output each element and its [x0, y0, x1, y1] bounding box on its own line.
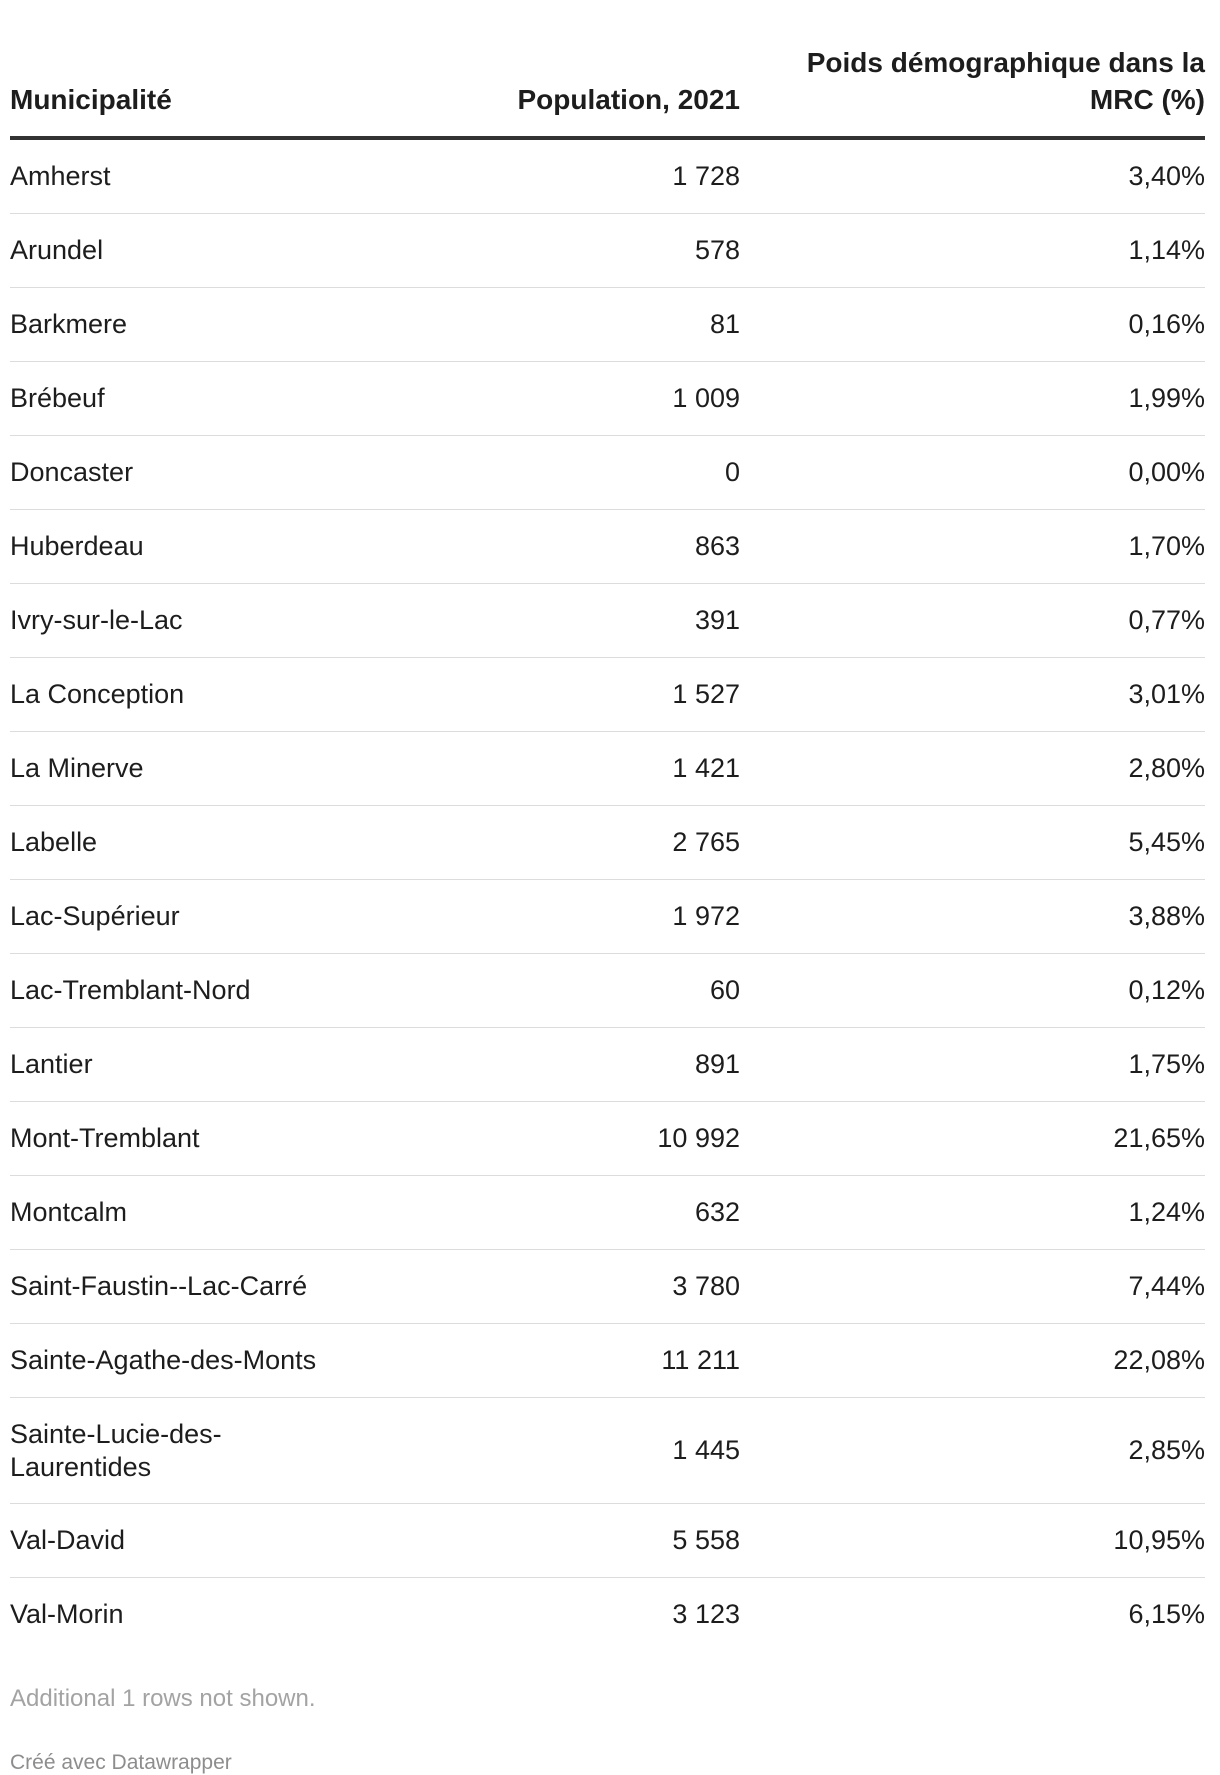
cell-municipalite: Lantier [10, 1028, 410, 1102]
cell-poids: 1,14% [740, 214, 1205, 288]
cell-poids: 3,01% [740, 658, 1205, 732]
cell-population: 81 [410, 288, 740, 362]
rows-hidden-note: Additional 1 rows not shown. [10, 1685, 316, 1712]
cell-population: 10 992 [410, 1102, 740, 1176]
table-row [10, 880, 1205, 954]
cell-population: 578 [410, 214, 740, 288]
table-row [10, 584, 1205, 658]
cell-poids: 2,85% [740, 1398, 1205, 1504]
table-row [10, 214, 1205, 288]
data-table [10, 0, 1205, 1651]
cell-municipalite: La Conception [10, 658, 410, 732]
table-row [10, 806, 1205, 880]
cell-municipalite: Barkmere [10, 288, 410, 362]
cell-poids: 1,75% [740, 1028, 1205, 1102]
cell-municipalite: Saint-Faustin--Lac-Carré [10, 1250, 410, 1324]
cell-population: 891 [410, 1028, 740, 1102]
cell-population: 60 [410, 954, 740, 1028]
cell-population: 2 765 [410, 806, 740, 880]
cell-poids: 22,08% [740, 1324, 1205, 1398]
cell-population: 1 728 [410, 138, 740, 214]
cell-municipalite: Huberdeau [10, 510, 410, 584]
table-row [10, 1028, 1205, 1102]
table-row [10, 658, 1205, 732]
cell-municipalite: Labelle [10, 806, 410, 880]
cell-poids: 3,88% [740, 880, 1205, 954]
cell-poids: 0,12% [740, 954, 1205, 1028]
cell-population: 3 780 [410, 1250, 740, 1324]
cell-municipalite: Val-Morin [10, 1599, 124, 1629]
table-row [10, 1578, 1205, 1652]
table-row [10, 362, 1205, 436]
table-row [10, 1176, 1205, 1250]
table-row [10, 1250, 1205, 1324]
header-row [10, 0, 1205, 138]
table-row [10, 1324, 1205, 1398]
cell-poids: 7,44% [740, 1250, 1205, 1324]
cell-poids: 1,99% [740, 362, 1205, 436]
cell-municipalite: Arundel [10, 214, 410, 288]
cell-population: 391 [410, 584, 740, 658]
cell-municipalite: Sainte-Agathe-des-Monts [10, 1324, 410, 1398]
cell-poids: 0,77% [740, 584, 1205, 658]
cell-poids: 3,40% [740, 138, 1205, 214]
cell-population: 1 445 [410, 1398, 740, 1504]
cell-municipalite: Lac-Supérieur [10, 880, 410, 954]
table-row [10, 138, 1205, 214]
table-row [10, 1504, 1205, 1578]
cell-population: 1 009 [410, 362, 740, 436]
cell-population: 3 123 [672, 1599, 740, 1629]
cell-municipalite: Sainte-Lucie-des-Laurentides [10, 1398, 410, 1504]
cell-poids: 5,45% [740, 806, 1205, 880]
table-row [10, 1102, 1205, 1176]
credit-line: Créé avec Datawrapper [10, 1751, 232, 1774]
cell-poids: 0,00% [740, 436, 1205, 510]
table-row [10, 436, 1205, 510]
cell-population: 1 527 [410, 658, 740, 732]
table-row [10, 510, 1205, 584]
cell-poids: 10,95% [740, 1504, 1205, 1578]
cell-population: 0 [410, 436, 740, 510]
cell-municipalite: Mont-Tremblant [10, 1102, 410, 1176]
table-container [10, 0, 1205, 1775]
cell-poids: 1,70% [740, 510, 1205, 584]
column-header-poids[interactable]: Poids démographique dans la MRC (%) [740, 0, 1205, 138]
cell-municipalite: Val-David [10, 1504, 410, 1578]
table-row [10, 732, 1205, 806]
table-row [10, 1398, 1205, 1504]
cell-municipalite: Brébeuf [10, 362, 410, 436]
cell-population: 863 [410, 510, 740, 584]
table-row [10, 288, 1205, 362]
cell-municipalite: Ivry-sur-le-Lac [10, 584, 410, 658]
column-header-population[interactable]: Population, 2021 [410, 0, 740, 138]
cell-poids: 1,24% [740, 1176, 1205, 1250]
cell-poids: 21,65% [740, 1102, 1205, 1176]
cell-population: 11 211 [410, 1324, 740, 1398]
column-header-municipalite[interactable]: Municipalité [10, 0, 410, 138]
cell-municipalite: Montcalm [10, 1176, 410, 1250]
cell-municipalite: Lac-Tremblant-Nord [10, 954, 410, 1028]
cell-population: 5 558 [410, 1504, 740, 1578]
cell-poids: 0,16% [740, 288, 1205, 362]
cell-municipalite: La Minerve [10, 732, 410, 806]
cell-municipalite: Amherst [10, 138, 410, 214]
cell-population: 1 972 [410, 880, 740, 954]
cell-poids: 2,80% [740, 732, 1205, 806]
cell-municipalite: Doncaster [10, 436, 410, 510]
cell-population: 1 421 [410, 732, 740, 806]
table-row [10, 954, 1205, 1028]
cell-poids: 6,15% [1128, 1599, 1205, 1629]
table-body [10, 138, 1205, 1651]
cell-population: 632 [410, 1176, 740, 1250]
